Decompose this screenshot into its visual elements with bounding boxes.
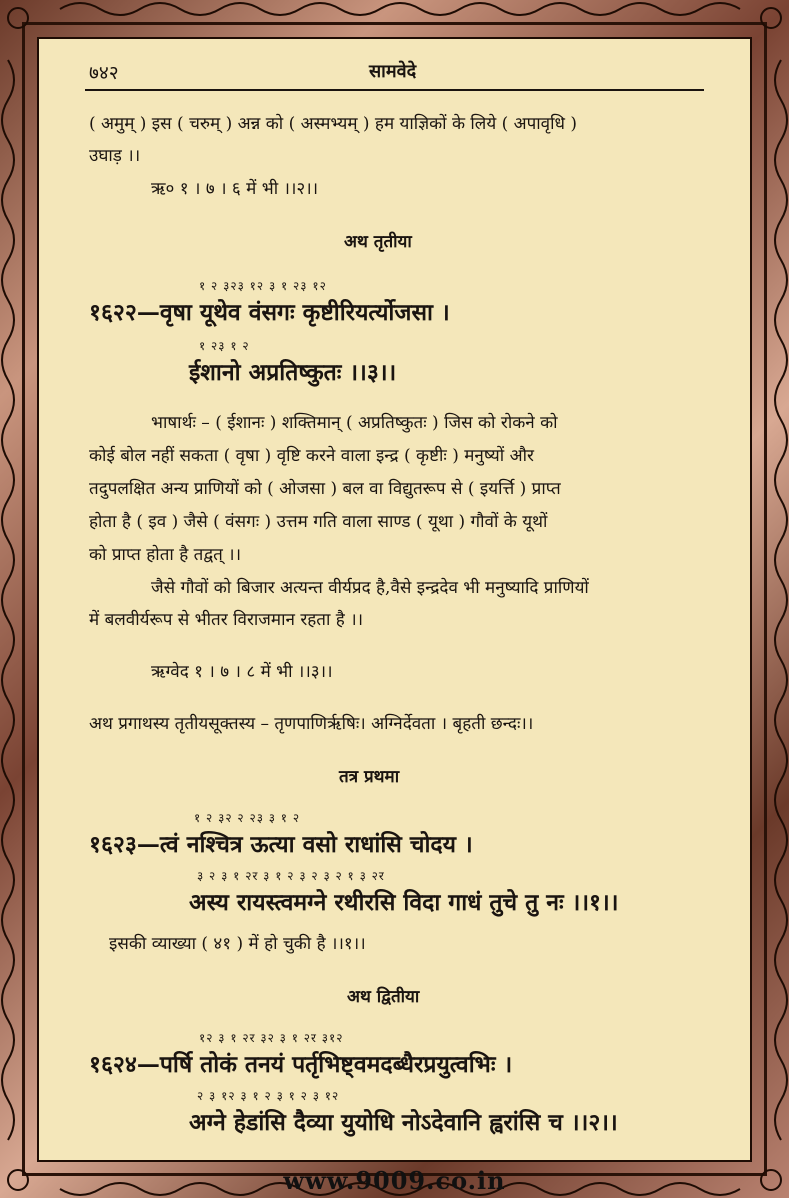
verse-line: ईशानो अप्रतिष्कुतः ।।३।। <box>189 359 397 386</box>
page-header-title: सामवेदे <box>369 61 417 82</box>
reference-line: ऋ० १ । ७ । ६ में भी ।।२।। <box>151 179 319 199</box>
verse-line: अग्ने हेडांसि दैव्या युयोधि नोऽदेवानि ह्वरांसि च ।।२।। <box>189 1109 618 1136</box>
verse-line: अस्य रायस्त्वमग्ने रथीरसि विदा गाधं तुचे तु नः ।।१।। <box>189 889 619 916</box>
section-heading: अथ द्वितीया <box>347 987 420 1007</box>
svara-marks: १ २ ३२ २ २३ ३ १ २ <box>194 811 301 825</box>
page-number: ७४२ <box>89 62 119 84</box>
text-line: उघाड़ ।। <box>89 146 141 166</box>
verse-line: १६२३—त्वं नश्चित्र ऊत्या वसो राधांसि चोदय । <box>89 831 473 858</box>
header-rule <box>85 89 704 91</box>
svara-marks: २ ३ १२ ३ १ २ ३ १ २ ३ १२ <box>197 1089 340 1103</box>
text-line: कोई बोल नहीं सकता ( वृषा ) वृष्टि करने वाला इन्द्र ( कृष्टीः ) मनुष्यों और <box>89 446 534 466</box>
verse-line: १६२२—वृषा यूथेव वंसगः कृष्टीरियर्त्योजसा । <box>89 299 450 326</box>
sukta-header: अथ प्रगाथस्य तृतीयसूक्तस्य – तृणपाणिर्ऋषिः। अग्निर्देवता । बृहती छन्दः।। <box>89 714 534 734</box>
text-line: में बलवीर्यरूप से भीतर विराजमान रहता है ।। <box>89 610 364 630</box>
svara-marks: १ २ ३२३ १२ ३ १ २३ १२ <box>199 279 327 293</box>
website-footer: www.9009.co.in <box>283 1166 506 1195</box>
verse-line: १६२४—पर्षि तोकं तनयं पर्तृभिष्ट्वमदब्धैरप्रयुत्वभिः । <box>89 1051 513 1078</box>
section-heading: अथ तृतीया <box>344 232 412 252</box>
section-heading: तत्र प्रथमा <box>339 767 400 787</box>
text-line: तदुपलक्षित अन्य प्राणियों को ( ओजसा ) बल वा विद्युतरूप से ( इयर्त्ति ) प्राप्त <box>89 479 561 499</box>
text-line: को प्राप्त होता है तद्वत् ।। <box>89 545 242 565</box>
text-line: जैसे गौवों को बिजार अत्यन्त वीर्यप्रद है,वैसे इन्द्रदेव भी मनुष्यादि प्राणियों <box>151 578 589 598</box>
text-line: ( अमुम् ) इस ( चरुम् ) अन्न को ( अस्मभ्यम् ) हम याज्ञिकों के लिये ( अपावृधि ) <box>89 114 578 134</box>
svara-marks: १ २३ १ २ <box>199 339 250 353</box>
svara-marks: ३ २ ३ १ २र ३ १ २ ३ २ ३ २ १ ३ २र <box>197 869 385 883</box>
text-line: इसकी व्याख्या ( ४१ ) में हो चुकी है ।।१।। <box>109 934 366 954</box>
svara-marks: १२ ३ १ २र ३२ ३ १ २र ३१२ <box>199 1031 344 1045</box>
text-line: भाषार्थः – ( ईशानः ) शक्तिमान् ( अप्रतिष्कुतः ) जिस को रोकने को <box>151 413 558 433</box>
text-line: होता है ( इव ) जैसे ( वंसगः ) उत्तम गति वाला साण्ड ( यूथा ) गौवों के यूथों <box>89 512 548 532</box>
reference-line: ऋग्वेद १ । ७ । ८ में भी ।।३।। <box>151 662 333 682</box>
page-sheet <box>37 37 752 1162</box>
